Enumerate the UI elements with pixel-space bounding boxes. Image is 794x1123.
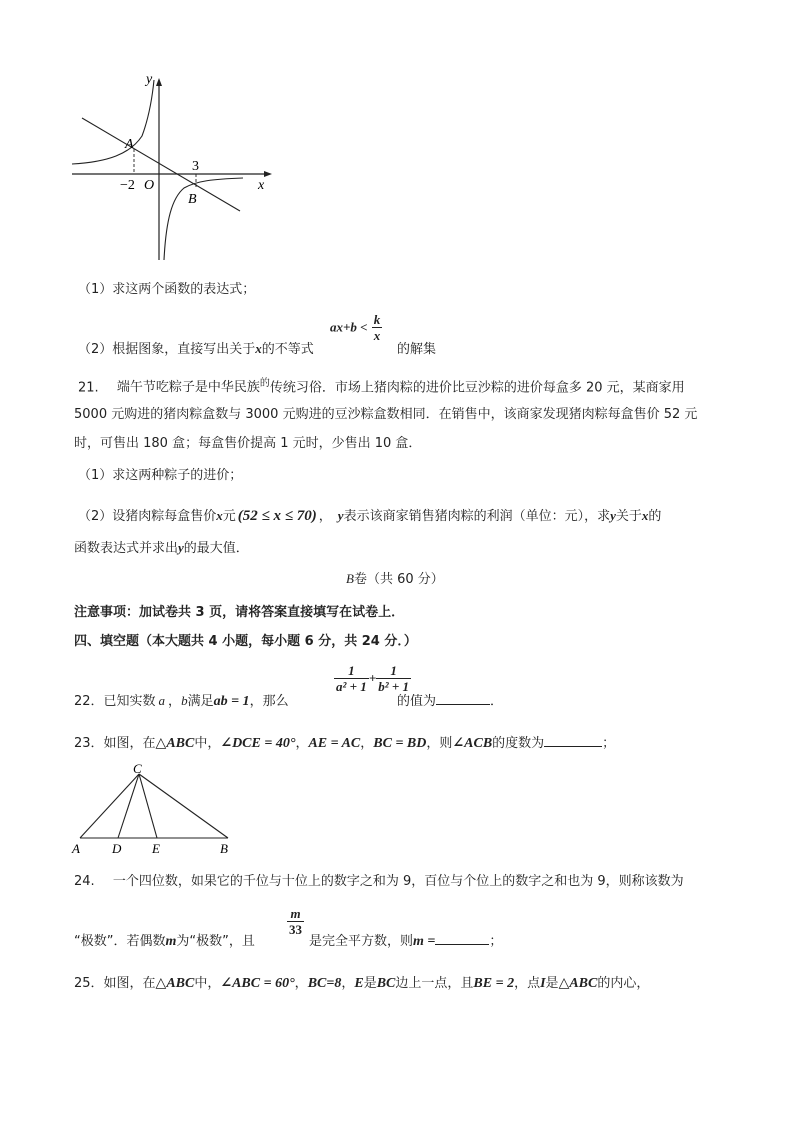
vertex-b-label: B xyxy=(220,841,228,856)
q20-part2-post: 的解集 xyxy=(397,342,437,357)
point-e-label: E xyxy=(152,841,160,856)
q25-text-g: 的内心， xyxy=(597,976,650,991)
y-axis-arrow xyxy=(156,78,162,86)
q21-last-a: 函数表达式并求出 xyxy=(74,541,179,556)
q24-l2c: 是完全平方数，则 xyxy=(309,934,414,949)
vertex-c-label: C xyxy=(133,762,142,776)
q20-frac-num: k xyxy=(373,312,381,327)
q21-last-b: 的最大值． xyxy=(183,541,249,556)
q20-fraction xyxy=(372,312,383,343)
q24-frac-den: 33 xyxy=(289,922,302,937)
q23-angle: ∠DCE = 40° xyxy=(220,736,296,751)
q22-text-d: 的值为 xyxy=(397,694,437,709)
section-b-title xyxy=(346,568,444,587)
point-d-label: D xyxy=(112,841,122,856)
q21-var-x2: x xyxy=(641,508,649,523)
q22-var-a: a xyxy=(158,693,166,708)
function-graph xyxy=(68,70,278,265)
q23-triangle: △ABC xyxy=(155,736,195,751)
q23-text-c: ，则 xyxy=(426,736,453,751)
q21-line1 xyxy=(78,374,685,395)
q25-sep2: ， xyxy=(341,976,355,991)
q21-sup: 的 xyxy=(259,378,270,389)
x-axis-label: x xyxy=(258,178,265,193)
q21-line3: 时，可售出 180 盒；每盒售价提高 1 元时，少售出 10 盒． xyxy=(74,436,422,451)
q23-text-b: 中， xyxy=(194,736,221,751)
section-b-title-rest: 卷（共 60 分） xyxy=(353,572,444,587)
q21-var-y2: y xyxy=(610,508,616,523)
tick-label-neg2: −2 xyxy=(120,178,135,193)
q22-f1-num: 1 xyxy=(348,663,355,678)
vertex-a-label: A xyxy=(72,841,80,856)
q23-text-a: 23．如图，在 xyxy=(74,736,156,751)
q24-l2b: 为“极数”，且 xyxy=(176,934,255,949)
q23-sep1: ， xyxy=(295,736,309,751)
q23-eq2: BC = BD xyxy=(373,736,427,751)
q25-text-a: 25．如图，在 xyxy=(74,976,156,991)
q20-var-x: x xyxy=(255,341,262,356)
y-axis-label: y xyxy=(146,72,153,87)
q24-var-m: m xyxy=(165,934,177,949)
q21-part1: （1）求这两种粽子的进价； xyxy=(78,468,243,483)
q25-var-e: E xyxy=(354,976,364,991)
q22-f2-num: 1 xyxy=(390,663,397,678)
q20-part2-pre: （2）根据图象，直接写出关于 xyxy=(78,342,256,357)
q24-l2d: m = xyxy=(413,934,436,949)
q21-var-y: y xyxy=(337,508,344,523)
q22-plus: + xyxy=(368,670,377,686)
q22-end: ． xyxy=(490,694,504,709)
q21-range: (52 ≤ x ≤ 70) xyxy=(237,508,317,524)
q22-text-a: 22．已知实数 xyxy=(74,694,156,709)
q21-line1b: 传统习俗．市场上猪肉粽的进价比豆沙粽的进价每盒多 20 元，某商家用 xyxy=(269,380,685,396)
q25-text xyxy=(74,972,649,992)
q22-f1-den: a² + 1 xyxy=(336,679,367,694)
segment-ac xyxy=(80,774,139,838)
q24-fraction xyxy=(287,906,304,937)
q24-fraction-wrap xyxy=(287,906,304,937)
point-b-label: B xyxy=(188,192,197,207)
q24-answer-blank[interactable] xyxy=(435,931,489,945)
q24-number: 24. xyxy=(74,874,95,889)
q21-last-var-y: y xyxy=(178,540,184,555)
q20-part1: （1）求这两个函数的表达式； xyxy=(78,282,256,297)
q22-text xyxy=(74,690,289,710)
q21-p2-b: 元 xyxy=(222,509,236,524)
q22-answer-blank[interactable] xyxy=(436,691,490,705)
q20-ineq-left: ax+b < xyxy=(330,319,368,335)
q21-p2-d: 关于 xyxy=(615,509,642,524)
q20-part2 xyxy=(78,338,314,357)
section-b-letter: B xyxy=(346,571,354,586)
q24-line1 xyxy=(74,870,684,889)
q24-end: ； xyxy=(489,934,503,949)
q21-var-x: x xyxy=(216,508,223,523)
q25-text-b: 中， xyxy=(194,976,221,991)
q21-part2: （2）设猪肉粽每盒售价x元 (52 ≤ x ≤ 70) ， y表示该商家销售猪肉粽的利润（单位：元），求y关于x的 xyxy=(78,508,662,524)
segment-ce xyxy=(139,774,157,838)
q22-text-b: 满足 xyxy=(187,694,214,709)
q22-text-c: ，那么 xyxy=(249,694,289,709)
q25-text-c: 是 xyxy=(363,976,377,991)
q22-condition: ab = 1 xyxy=(213,694,250,709)
tick-label-3: 3 xyxy=(192,159,199,174)
q22-tail xyxy=(397,690,503,709)
q25-angle: ∠ABC = 60° xyxy=(220,976,295,991)
q23-acb: ∠ACB xyxy=(452,736,493,751)
q23-answer-blank[interactable] xyxy=(544,733,602,747)
q24-line2 xyxy=(74,930,255,950)
triangle-figure xyxy=(68,762,238,856)
segment-cd xyxy=(118,774,139,838)
q23-sep2: ， xyxy=(360,736,374,751)
q22-fraction-1 xyxy=(334,663,369,694)
q21-p2-e: 的 xyxy=(648,509,662,524)
section-4-heading: 四、填空题（本大题共 4 小题，每小题 6 分，共 24 分．） xyxy=(74,634,417,649)
q22-var-b: b xyxy=(181,693,188,708)
q21-p2-c: 表示该商家销售猪肉粽的利润（单位：元），求 xyxy=(343,509,611,524)
q23-eq1: AE = AC xyxy=(308,736,361,751)
q25-var-i: I xyxy=(540,976,546,991)
q24-line1-text: 一个四位数，如果它的千位与十位上的数字之和为 9，百位与个位上的数字之和也为 9，则称该数为 xyxy=(112,874,684,889)
q21-p2-a: （2）设猪肉粽每盒售价 xyxy=(78,509,217,524)
q21-line2: 5000 元购进的猪肉粽盒数与 3000 元购进的豆沙粽盒数相同．在销售中，该商家发现猪肉粽每盒售价 52 元 xyxy=(74,407,698,422)
q22-comma: ， xyxy=(168,694,182,709)
q24-tail xyxy=(309,930,502,950)
q21-number: 21. xyxy=(78,380,99,396)
x-axis-arrow xyxy=(264,171,272,177)
q25-sep1: ， xyxy=(294,976,308,991)
q25-text-f: 是 xyxy=(545,976,559,991)
q25-triangle2: △ABC xyxy=(558,976,598,991)
q25-triangle: △ABC xyxy=(155,976,195,991)
q25-text-d: 边上一点，且 xyxy=(395,976,474,991)
linear-function-line xyxy=(82,118,240,211)
q23-text xyxy=(74,732,615,752)
hyperbola-branch-right xyxy=(164,178,243,260)
q24-l2a: “极数”．若偶数 xyxy=(74,934,166,949)
q21-last-line xyxy=(74,537,249,556)
q22-f2-den: b² + 1 xyxy=(378,679,410,694)
q21-line1a: 端午节吃粽子是中华民族 xyxy=(116,380,260,396)
hyperbola-branch-left xyxy=(72,80,154,164)
origin-label: O xyxy=(144,178,155,193)
point-a-label: A xyxy=(125,137,134,152)
q25-be: BE = 2 xyxy=(473,976,515,991)
section-b-notice: 注意事项：加试卷共 3 页，请将答案直接填写在试卷上． xyxy=(74,605,405,620)
q23-text-d: 的度数为 xyxy=(492,736,545,751)
q20-inequality xyxy=(330,312,382,343)
q20-part2-mid: 的不等式 xyxy=(261,342,314,357)
q20-frac-den: x xyxy=(373,328,381,343)
segment-bc xyxy=(139,774,228,838)
q25-bc2: BC xyxy=(376,976,396,991)
q25-bc: BC=8 xyxy=(307,976,342,991)
q25-text-e: ，点 xyxy=(514,976,541,991)
q23-end: ； xyxy=(602,736,616,751)
q24-frac-num: m xyxy=(290,906,301,921)
